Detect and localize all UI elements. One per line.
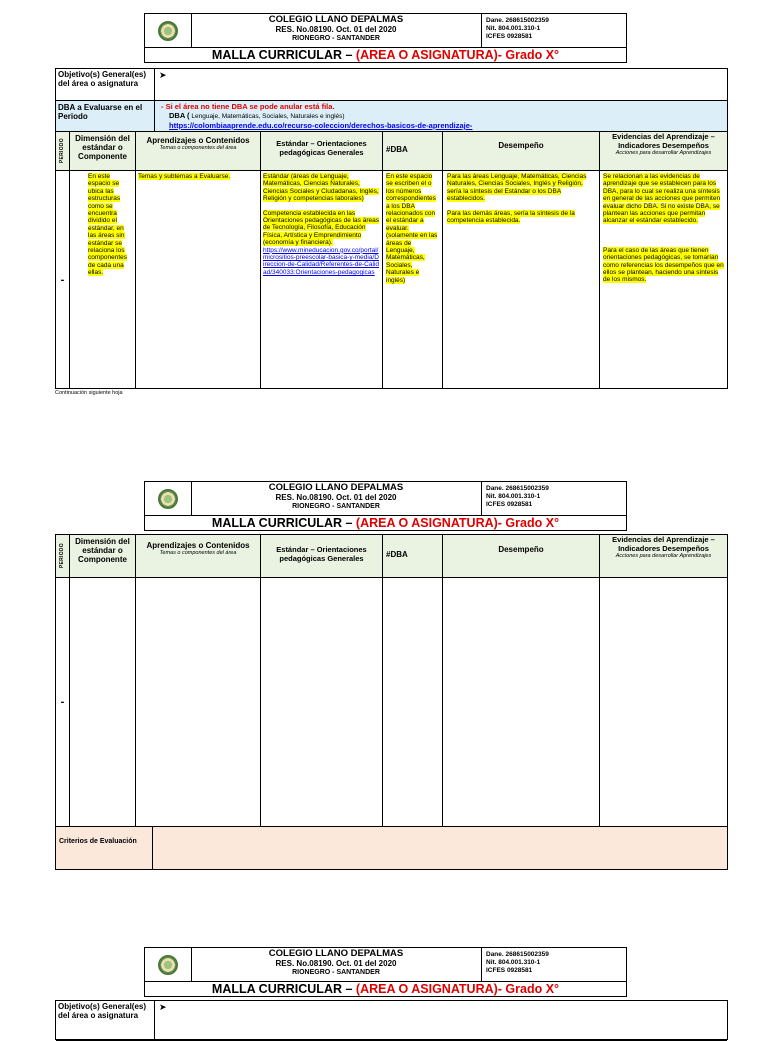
objective-label: Objetivo(s) General(es) del área o asignatura (56, 69, 155, 101)
col-dimension-2: Dimensión del estándar o Componente (70, 535, 136, 578)
col-aprendizajes-title-2: Aprendizajes o Contenidos (146, 541, 250, 550)
dba-text: En este espacio se escriben el o los números correspondientes a los DBA relacionados con el estándar a evaluar. (solamente en las áreas de Lenguaje, Matemáticas, Sociales, Naturales e inglés) (386, 173, 438, 284)
aprendizajes-cell-2[interactable] (136, 578, 261, 827)
dimension-text: En este espacio se ubica las estructuras como se encuentra dividido el estándar, en las áreas sin estándar se relaciona los componentes de cada una ellas. (88, 173, 128, 277)
school-resolution: RES. No.08190. Oct. 01 del 2020 (275, 25, 397, 34)
col-dba-2: #DBA (383, 535, 443, 578)
dane-code-3: Dane. 268615002359 (486, 951, 549, 958)
title-prefix-3: MALLA CURRICULAR – (211, 982, 356, 996)
col-estandar-2: Estándar – Orientaciones pedagógicas Generales (261, 535, 383, 578)
col-evidencias-sub-2: Acciones para desarrollar Aprendizajes (615, 553, 712, 559)
icfes-code-3: ICFES 0928581 (486, 967, 533, 974)
dane-code: Dane. 268615002359 (486, 17, 549, 24)
objective-value[interactable]: ➤ (155, 69, 727, 101)
school-header-3 (144, 947, 627, 997)
desempeno-cell-2[interactable] (443, 578, 600, 827)
curriculum-table-1 (55, 68, 728, 389)
school-codes-2 (486, 485, 549, 509)
col-evidencias (600, 132, 727, 171)
aprendizajes-cell[interactable] (136, 171, 261, 388)
estandar-cell[interactable] (261, 171, 383, 388)
title-area-3: (AREA O ASIGNATURA)- Grado X° (355, 982, 560, 996)
col-aprendizajes-sub: Temas o componentes del área (159, 145, 237, 151)
dba-cell-2[interactable] (383, 578, 443, 827)
aprendizajes-text: Temas y subtemas a Evaluarse. (138, 173, 231, 180)
evidencias-text-2: Para el caso de las áreas que tienen orientaciones pedagógicas, se tomarían como referencias los desempeños que en ellos se plantean, haciendo una síntesis de los mismos. (603, 246, 724, 284)
school-location-2: RIONEGRO - SANTANDER (292, 503, 380, 510)
school-resolution-3: RES. No.08190. Oct. 01 del 2020 (275, 959, 397, 968)
col-desempeno: Desempeño (443, 132, 600, 171)
col-evidencias-2 (600, 535, 727, 578)
evidencias-text: Se relacionan a las evidencias de aprendizaje que se establecen para los DBA, para lo cual se realiza una síntesis en general de las acciones que permiten evaluar dicho DBA. Si no existe DBA, se plantean las acciones que permitan alcanzar el estándar establecido. (603, 173, 721, 225)
school-seal-icon (158, 955, 178, 975)
periodo-label-2: PERIODO (59, 543, 65, 569)
col-aprendizajes-2 (136, 535, 261, 578)
dimension-cell-2[interactable] (70, 578, 136, 827)
desempeno-text-2: Para las demás áreas, sería la síntesis de la competencia establecida. (447, 209, 575, 225)
periodo-header-2 (56, 535, 70, 578)
dba-areas: Lenguaje, Matemáticas, Sociales, Naturales e inglés) (189, 113, 345, 120)
estandar-text-2: Competencia establecida en las Orientaciones pedagógicas de las áreas de Tecnología, Filosofía, Educación Física, Artística y Emprendimiento (economía y financiera). (263, 209, 379, 247)
school-name: COLEGIO LLANO DEPALMAS (268, 14, 404, 25)
objective-value-3[interactable]: ➤ (155, 1001, 727, 1041)
title-prefix: MALLA CURRICULAR – (211, 48, 356, 62)
school-codes (486, 17, 549, 41)
nit-code: Nit. 804.001.310-1 (486, 25, 541, 32)
title-prefix-2: MALLA CURRICULAR – (211, 516, 356, 530)
col-dba: #DBA (383, 132, 443, 171)
school-info (191, 14, 482, 47)
school-location-3: RIONEGRO - SANTANDER (292, 969, 380, 976)
document-title-2 (145, 515, 626, 531)
col-dimension: Dimensión del estándar o Componente (70, 132, 136, 171)
col-evidencias-title-2: Evidencias del Aprendizaje – Indicadores Desempeños (612, 535, 715, 553)
school-seal-icon (158, 21, 178, 41)
periodo-label: PERIODO (59, 138, 65, 164)
school-header-2 (144, 481, 627, 531)
nit-code-3: Nit. 804.001.310-1 (486, 959, 541, 966)
school-info-2 (191, 482, 482, 515)
nit-code-2: Nit. 804.001.310-1 (486, 493, 541, 500)
col-aprendizajes (136, 132, 261, 171)
school-info-3 (191, 948, 482, 981)
dba-bold: DBA ( (169, 111, 190, 120)
document-title (145, 47, 626, 63)
school-location: RIONEGRO - SANTANDER (292, 35, 380, 42)
school-name-3: COLEGIO LLANO DEPALMAS (268, 948, 404, 959)
estandar-link[interactable]: https://www.mineducacion.gov.co/portal/micrositios-preescolar-basica-y-media/Direccion-de-Calidad/Referentes-de-Calidad/340033:Orientaciones-pedagogicas (263, 246, 379, 276)
school-seal-icon (158, 489, 178, 509)
title-area: (AREA O ASIGNATURA)- Grado X° (355, 48, 560, 62)
curriculum-table-3 (55, 1000, 728, 1040)
school-header (144, 13, 627, 63)
curriculum-table-2 (55, 534, 728, 870)
dba-link[interactable]: https://colombiaaprende.edu.co/recurso-coleccion/derechos-basicos-de-aprendizaje- (169, 121, 473, 130)
icfes-code-2: ICFES 0928581 (486, 501, 533, 508)
school-logo-3 (145, 948, 192, 981)
dba-note: - Si el área no tiene DBA se pode anular está fila. (161, 102, 335, 111)
icfes-code: ICFES 0928581 (486, 33, 533, 40)
document-title-3 (145, 981, 626, 997)
school-codes-3 (486, 951, 549, 975)
periodo-value-2[interactable]: - (56, 578, 70, 827)
estandar-text: Estándar (áreas de Lenguaje, Matemáticas, Ciencias Naturales, Ciencias Sociales y Ciudadanas, Inglés, Religión y competencias laborales) (263, 173, 379, 203)
col-aprendizajes-title: Aprendizajes o Contenidos (146, 136, 250, 145)
criterios-label: Criterios de Evaluación (56, 827, 153, 869)
school-resolution-2: RES. No.08190. Oct. 01 del 2020 (275, 493, 397, 502)
school-logo-2 (145, 482, 192, 515)
title-area-2: (AREA O ASIGNATURA)- Grado X° (355, 516, 560, 530)
dba-value (155, 101, 727, 132)
continuation-note: Continuación siguiente hoja (55, 390, 123, 396)
col-aprendizajes-sub-2: Temas o componentes del área (159, 550, 237, 556)
col-evidencias-title: Evidencias del Aprendizaje – Indicadores Desempeños (612, 132, 715, 150)
dba-label: DBA a Evaluarse en el Periodo (56, 101, 155, 132)
evidencias-cell-2[interactable] (600, 578, 727, 827)
school-name-2: COLEGIO LLANO DEPALMAS (268, 482, 404, 493)
dimension-cell[interactable] (70, 171, 136, 388)
evidencias-cell[interactable] (600, 171, 727, 388)
estandar-cell-2[interactable] (261, 578, 383, 827)
col-desempeno-2: Desempeño (443, 535, 600, 578)
periodo-value[interactable]: - (56, 171, 70, 388)
dba-cell[interactable] (383, 171, 443, 388)
dane-code-2: Dane. 268615002359 (486, 485, 549, 492)
periodo-header (56, 132, 70, 171)
desempeno-text: Para las áreas Lenguaje, Matemáticas, Ciencias Naturales, Ciencias Sociales, Inglés y Religión, sería la síntesis del Estándar o los DBA establecidos. (447, 173, 587, 203)
criterios-value[interactable] (153, 827, 727, 869)
col-estandar: Estándar – Orientaciones pedagógicas Generales (261, 132, 383, 171)
objective-label-3: Objetivo(s) General(es) del área o asignatura (56, 1001, 155, 1041)
col-evidencias-sub: Acciones para desarrollar Aprendizajes (615, 150, 712, 156)
desempeno-cell[interactable] (443, 171, 600, 388)
school-logo (145, 14, 192, 47)
